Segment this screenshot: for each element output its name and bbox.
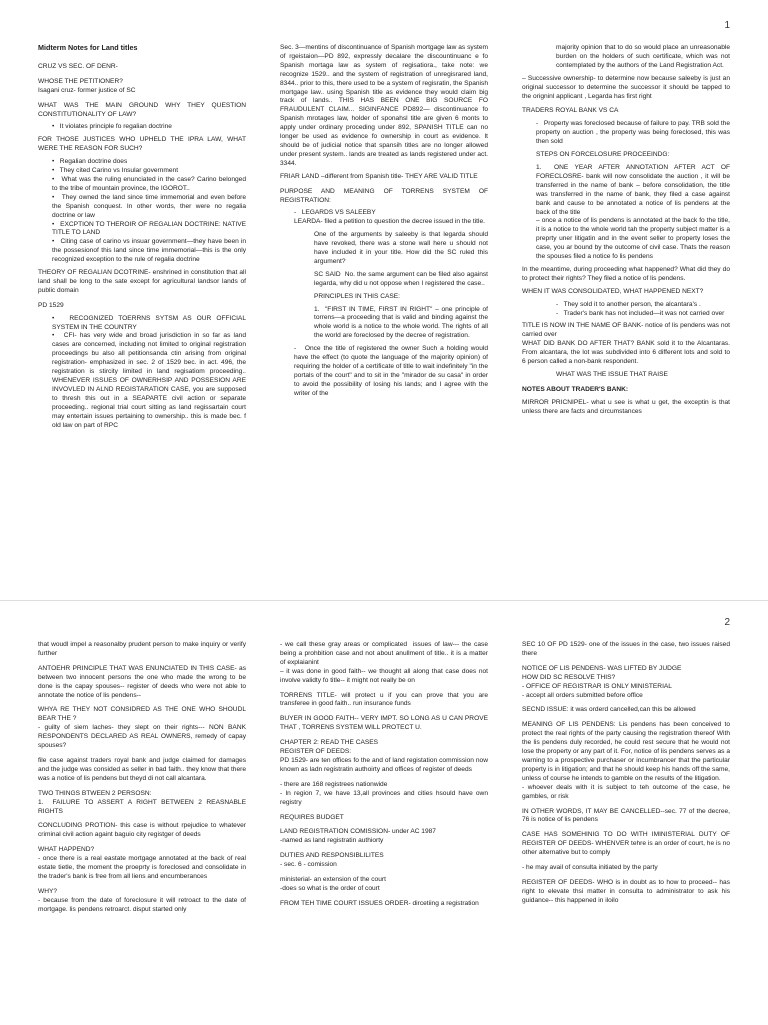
paragraph: CHAPTER 2: READ THE CASES REGISTER OF DEEDS: PD 1529- are ten offices fo the and of land registation commission now known as ladn registratin authoirty and offices of register of deeds: [280, 739, 488, 773]
paragraph: CRUZ VS SEC. OF DENR-: [38, 62, 118, 70]
paragraph: TWO THINGS BTWEEN 2 PERSOSN: 1. FAILURE TO ASSERT A RIGHT BETWEEN 2 REASNABLE RIGHTS: [38, 789, 246, 815]
text-column-left: [38, 44, 246, 434]
text-column-left: [38, 641, 246, 919]
paragraph: REQUIRES BUDGET: [280, 813, 344, 821]
paragraph: SEC 10 OF PD 1529- one of the issues in the case, two issues raised there: [522, 641, 732, 657]
paragraph: WHYA RE THEY NOT CONSIDRED AS THE ONE WHO SHOUDL BEAR THE ? - guilty of siem laches- they slept on their rights--- NON BANK RESPONDENTS DECLARED AS REAL OWNERS, remedy of capay spouses?: [38, 706, 246, 750]
paragraph: - we call these gray areas or complicated issues of law--- the case being a prohbition case and not about anullment of title.. it is a matter of explaianint – it was done in good faith-- we thought all along that case does not involve validty fo title-- it might not really be on: [280, 641, 488, 684]
paragraph: – Successive ownership- to determine now because saleeby is just an original successor to determine the successor it should be tapped to the origninl applicant , Legarda has first right: [522, 74, 732, 100]
paragraph: NOTES ABOUT TRADER'S BANK:: [522, 385, 629, 393]
paragraph: Sec. 3—mentins of discontinuance of Spanish mortgage law as system of rgeistaion—PD 892, expressly decalare the discountinuanc e fo Spanish mortaga law as system of regisatiora., take note: we recognize 1529.. and the system of registration of unregisrared land, 8344.. prior to this, there used to be a system of regisratin, the Spanish mortgage law.. using Spanish title as evidence they would claim big track of lands.. THIS HAS BEEN ONE BIG SOURCE FO FRAUDULENT CLAIM... SIGINFANCE PD892— discontinuance fo Spanish mrotages law, holder of sponahsl title are given 6 monts to apply under ordinary proceding under 892, SPANISH TITLE can no longer be used as evidence fo ownership in court as evidence. It should be of judicial notice that spansih titles are no longer allowed under present system.. lands are treated as lands registered under act. 3344.: [280, 44, 490, 167]
paragraph: - Once the title of registered the owner Such a holding would have the effect (to quote the language of the majority opinion) of requiring the holder of a certificate of title to wait indefinitely "in the portals of the court" and to sit in the "mirador de su casa" in order to avoid the possibility of losing his lands; and I agree with the writer of the: [294, 345, 490, 397]
page-number: 1: [724, 20, 730, 31]
paragraph: FROM TEH TIME COURT ISSUES ORDER- dircetiing a registration: [280, 899, 479, 907]
paragraph: REGISTER OF DEEDS- WHO is in doubt as to how to proceed-- has right to elevate thsi matter in consulta to administrator to ask his guidance-- this happened in iloilo: [522, 878, 732, 904]
paragraph: ANTOEHR PRINCIPLE THAT WAS ENUNCIATED IN THIS CASE- as between two innocent persons the one who made the wrong to be done is the capay spouses-- register of deeds who were not able to annotate the notice of lis pendens--: [38, 664, 248, 699]
paragraph: • It violates principle fo regalian doctrine: [52, 123, 172, 131]
text-column-middle: [280, 641, 488, 913]
paragraph: - LEGARDS VS SALEEBY LEARDA- filed a petition to question the decree issued in the title.: [294, 209, 485, 226]
paragraph: TRADERS ROYAL BANK VS CA: [522, 107, 619, 115]
paragraph: TORRENS TITLE- will protect u if you can prove that you are transferee in good faith.. run insurance funds: [280, 691, 490, 708]
paragraph: - he may avail of consulta initiated by the party: [522, 864, 658, 872]
paragraph: majority opinion that to do so would place an unreasonable burden on the holders of such certificate, which was not contemplated by the authors of the Land Registration Act.: [556, 44, 732, 69]
paragraph: • Regalian doctrine does • They cited Carino vs Insular government • What was the ruling enunciated in the case? Carino belonged to the tribe of mountain province, the IGOROT.. • They owned the land since time immemorial and even before the Spanish conquest. In other words, ther were no regalia doctrine or law • EXCPTION TO THEROIR OF REGALIAN DOCTRINE: NATIVE TITLE TO LAND • Citing case of carino vs insuar government—they have been in the possesionof this land since time immemorial—this is the only recognized exception to the rule of regalia doctrine: [52, 158, 246, 264]
text-column-right: [522, 44, 730, 421]
paragraph: WHAT WAS THE ISSUE THAT RAISE: [556, 371, 668, 378]
paragraph: FRIAR LAND –different from Spanish title- THEY ARE VALID TITLE: [280, 172, 478, 180]
paragraph: WHAT WAS THE MAIN GROUND WHY THEY QUESTION CONSTITUTIONALITY OF LAW?: [38, 101, 248, 118]
page-number: 2: [724, 617, 730, 628]
paragraph: WHOSE THE PETITIONER? Isagani cruz- former justice of SC: [38, 77, 136, 94]
paragraph: FOR THOSE JUSTICES WHO UPHELD THE IPRA LAW, WHAT WERE THE REASON FOR SUCH?: [38, 136, 248, 153]
paragraph: WHY? - because from the date of foreclosure it will retroact to the date of mortgage. lis pendens retroarct. disput started only: [38, 887, 246, 913]
paragraph: - Property was foreclosed because of failure to pay. TRB sold the property on auction , the property was being foreclosed, this was then sold: [536, 120, 732, 146]
paragraph: ministerial- an extension of the court -does so what is the order of court: [280, 876, 386, 892]
paragraph: SC SAID No. the same argument can be filed also against legarda, why did u not oppose when I registered the case..: [314, 270, 490, 287]
paragraph: IN OTHER WORDS, IT MAY BE CANCELLED--sec. 77 of the decree, 76 is notice of lis pendens: [522, 807, 732, 824]
paragraph: • RECOGNIZED TOERRNS SYTSM AS OUR OFFICIAL SYSTEM IN THE COUNTRY • CFI- has very wide and broad jurisdiction in so far as land cases are concerned, including not limited to original registration proceedings bu also all petitionsanda ctin arising from original registration- emphasized in sec. 2 of 1529 bec. in act. 496, the registration is stircity limited in land regisatiom proceeding.. WHENEVER ISSUES OF OWNERHSIP AND POSSESION ARE INVOVLED IN ALND REGISTARATION CASE, you are supposed to thresh this out in a SEAPARTE civil action or separate proceeding.. regional trial court sitting as land regissartain court may entertain issues pertaining to ownership.. this is made bec. f old law on part of RPC: [52, 314, 246, 429]
paragraph: In the meantime, during proceeding what happened? What did they do to protect their rights? They filed a notice of lis pendens.: [522, 265, 732, 282]
paragraph: 1. ONE YEAR AFTER ANNOTATION AFTER ACT OF FORECLOSRE- bank will now consolidate the auction , it will be transferred in the name of bank – before consolidation, the title was transferred in the name of bank, they filed a case against bank and cause to be annotated a notice of lis pendens at the back of the title – once a notice of lis pendens is annotated at the back fo the title, it is a notice to the whole world tah the property subject matter is a preprty uner litigatin and in the event seller to property loses the case, you ar bound by the outcome of civil case. Thats the reason the spouses filed a notice fo lis pendens: [536, 163, 730, 261]
paragraph: PD 1529: [38, 301, 64, 309]
paragraph: - They sold it to another person, the alcantara's . - Trader's bank has not included—it was not carried over: [556, 300, 725, 317]
paragraph: WHAT HAPPEND? - once there is a real eastate mortgage annotated at the back of real estate tietle, the moment the proeprty is foreclosed and consolidate in the trader's bank is free from all liens and encumberances: [38, 846, 246, 880]
paragraph: - there are 168 registrees nationwide - In region 7, we have 13,all provinces and cities hsould have own registry: [280, 780, 488, 806]
paragraph: DUTIES AND RESPONSIBLILITES - sec. 6 - comission: [280, 852, 384, 869]
paragraph: LAND REGISTRATION COMISSION- under AC 1987 -named as land registratin authiorty: [280, 828, 436, 845]
paragraph: file case against traders royal bank and judge claimed for damages and the judge was consided as seller in bad faith.. they know that there was a notice of lis pendens but theyd di not call alcantara.: [38, 756, 248, 782]
paragraph: NOTICE OF LIS PENDENS- WAS LIFTED BY JUDGE HOW DID SC RESOLVE THIS? - OFFICE OF REGISTRAR IS ONLY MINISTERIAL - accept all orders submitted before office: [522, 664, 682, 699]
paragraph: PRINCIPLES IN THIS CASE:: [314, 292, 400, 300]
paragraph: THEORY OF REGALIAN DCOTRINE- enshrined in constitution that all land shall be long to the sate except for agricultural landsor lands of public domain: [38, 269, 248, 294]
paragraph: STEPS ON FORCELOSURE PROCEEINDG:: [536, 151, 670, 159]
paragraph: Midterm Notes for Land titles: [38, 43, 138, 52]
paragraph: BUYER IN GOOD FAITH-- VERY IMPT. SO LONG AS U CAN PROVE THAT , TORRENS SYSTEM WILL PROTECT U.: [280, 715, 490, 732]
document-page-2: [0, 600, 768, 1025]
text-column-middle: [280, 44, 488, 403]
paragraph: 1. "FIRST IN TIME, FIRST IN RIGHT" – one principle of torrens—a proceeding that is valid and binding against the whole world is a notice to the whole world. The rights of all the world are foreclosed by the decree of registration.: [314, 305, 490, 340]
paragraph: One of the arguments by saleeby is that legarda should have revoked, there was a stone wall here u should not have included it in your title. How did the SC ruled this argument?: [314, 231, 490, 265]
paragraph: CASE HAS SOMEHINIG TO DO WITH IMINISTERIAL DUTY OF REGISTER OF DEEDS- WHENVER tehre is an order of court, he is no other alternative but to comply: [522, 831, 732, 857]
paragraph: PURPOSE AND MEANING OF TORRENS SYSTEM OF REGISTRATION:: [280, 187, 490, 204]
paragraph: MEANING OF LIS PENDENS: Lis pendens has been conceived to protect the real rights of the party causing the registration thereof With the lis pendens duly recorded, he could rest secure that he would not lose the property or any part of it. For, notice of lis pendens serves as a warning to a prospective purchaser or incumbrancer that the particular property is in litigation; and that he should keep his hands off the same, unless of course he intends to gamble on the results of the litigation. - whoever deals with it is subject to teh outcome of the case, he gambles, or risk: [522, 721, 730, 800]
paragraph: WHEN IT WAS CONSOLIDATED, WHAT HAPPENED NEXT?: [522, 287, 704, 295]
paragraph: MIRROR PRICNIPEL- what u see is what u get, the exceptin is that unless there are facts and circumstances: [522, 398, 732, 415]
text-column-right: [522, 641, 730, 910]
paragraph: TITLE IS NOW IN THE NAME OF BANK- notice of lis pendens was not carried over WHAT DID BANK DO AFTER THAT? BANK sold it to the Alcantaras. From alcantara, the lot was subdivided into 6 different lots and sold to 6 person called a non-bank respondent.: [522, 322, 730, 366]
paragraph: SECND ISSUE: it was orderd cancelled,can this be allowed: [522, 706, 696, 714]
paragraph: that woudl impel a reasonalby prudent person to make inquiry or verify further: [38, 641, 248, 657]
paragraph: CONCLUDING PROTION- this case is without rpejudice to whatever criminal civil action againt baguio city registger of deeds: [38, 822, 248, 839]
